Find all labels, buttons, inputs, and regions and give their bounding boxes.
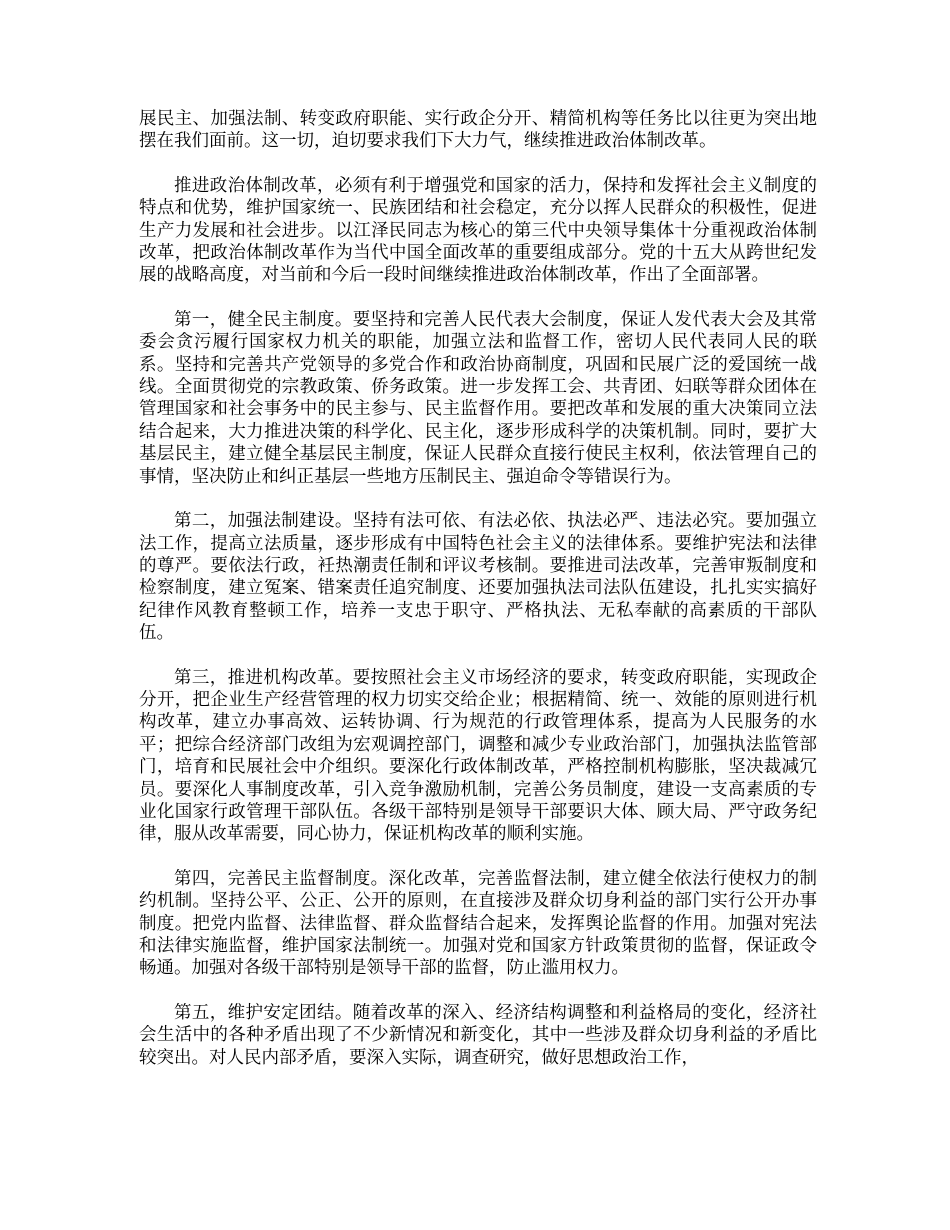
paragraph-continuation: 展民主、加强法制、转变政府职能、实行政企分开、精简机构等任务比以往更为突出地摆在我们面前。这一切，迫切要求我们下大力气，继续推进政治体制改革。 [139, 109, 817, 152]
document-body [139, 108, 817, 1091]
paragraph-institutional-reform: 第三，推进机构改革。要按照社会主义市场经济的要求，转变政府职能，实现政企分开，把企业生产经营管理的权力切实交给企业；根据精简、统一、效能的原则进行机构改革，建立办事高效、运转协调、行为规范的行政管理体系，提高为人民服务的水平；把综合经济部门改组为宏观调控部门，调整和减少专业政治部门，加强执法监管部门，培育和民展社会中介组织。要深化行政体制改革，严格控制机构膨胀，坚决裁减冗员。要深化人事制度改革，引入竞争激励机制，完善公务员制度，建设一支高素质的专业化国家行政管理干部队伍。各级干部特别是领导干部要识大体、顾大局、严守政务纪律，服从改革需要，同心协力，保证机构改革的顺利实施。 [139, 667, 817, 845]
paragraph-democratic-supervision: 第四，完善民主监督制度。深化改革，完善监督法制，建立健全依法行使权力的制约机制。坚持公平、公正、公开的原则，在直接涉及群众切身利益的部门实行公开办事制度。把党内监督、法律监督、群众监督结合起来，发挥舆论监督的作用。加强对宪法和法律实施监督，维护国家法制统一。加强对党和国家方针政策贯彻的监督，保证政令畅通。加强对各级干部特别是领导干部的监督，防止滥用权力。 [139, 868, 817, 979]
paragraph-democracy-system: 第一，健全民主制度。要坚持和完善人民代表大会制度，保证人发代表大会及其常委会贪污履行国家权力机关的职能，加强立法和监督工作，密切人民代表同人民的联系。坚持和完善共产党领导的多党合作和政治协商制度，巩固和民展广泛的爱国统一战线。全面贯彻党的宗教政策、侨务政策。进一步发挥工会、共青团、妇联等群众团体在管理国家和社会事务中的民主参与、民主监督作用。要把改革和发展的重大决策同立法结合起来，大力推进决策的科学化、民主化，逐步形成科学的决策机制。同时，要扩大基层民主，建立健全基层民主制度，保证人民群众直接行使民主权利，依法管理自己的事情，坚决防止和纠正基层一些地方压制民主、强迫命令等错误行为。 [139, 309, 817, 487]
paragraph-legal-system: 第二，加强法制建设。坚持有法可依、有法必依、执法必严、违法必究。要加强立法工作，提高立法质量，逐步形成有中国特色社会主义的法律体系。要维护宪法和法律的尊严。要依法行政，衽热潮责任制和评议考核制。要推进司法改革，完善审叛制度和检察制度，建立冤案、错案责任追究制度、还要加强执法司法队伍建设，扎扎实实搞好纪律作风教育整顿工作，培养一支忠于职守、严格执法、无私奉献的高素质的干部队伍。 [139, 511, 817, 644]
paragraph-stability-unity: 第五，维护安定团结。随着改革的深入、经济结构调整和利益格局的变化，经济社会生活中的各种矛盾出现了不少新情况和新变化，其中一些涉及群众切身利益的矛盾比较突出。对人民内部矛盾，要深入实际，调查研究，做好思想政治工作， [139, 1002, 817, 1068]
paragraph-political-reform-intro: 推进政治体制改革，必须有利于增强党和国家的活力，保持和发挥社会主义制度的特点和优势，维护国家统一、民族团结和社会稳定，充分以挥人民群众的积极性，促进生产力发展和社会进步。以江泽民同志为核心的第三代中央领导集体十分重视政治体制改革，把政治体制改革作为当代中国全面改革的重要组成部分。党的十五大从跨世纪发展的战略高度，对当前和今后一段时间继续推进政治体制改革，作出了全面部署。 [139, 175, 817, 286]
